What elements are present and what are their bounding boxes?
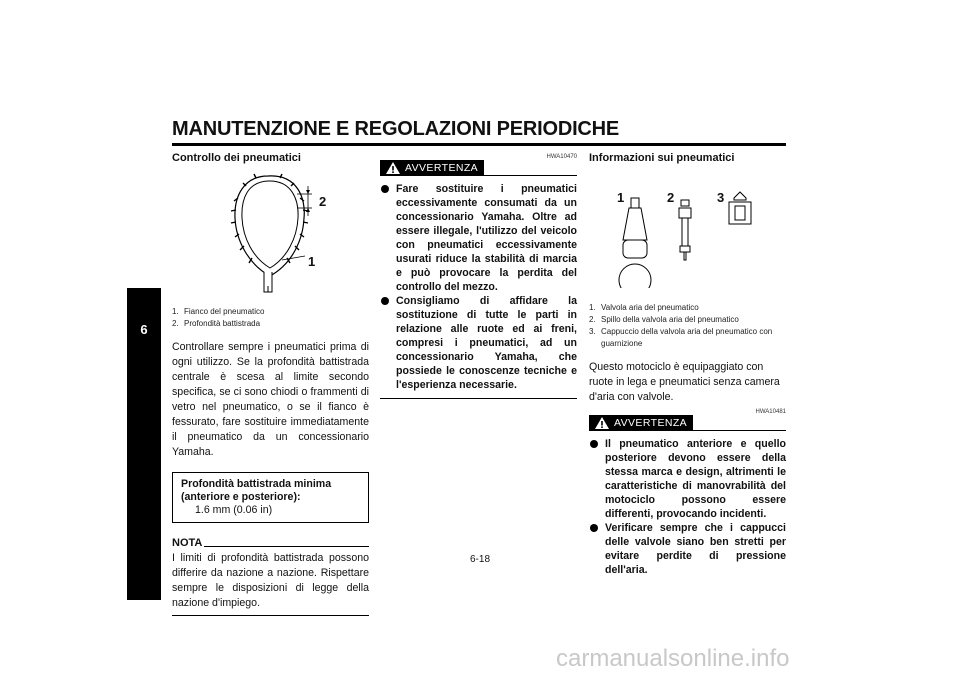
caption-number: 3. [589,327,596,336]
column-tire-check [172,152,369,616]
warning-header [380,154,577,176]
warning-triangle-icon [386,162,400,174]
tire-check-paragraph: Controllare sempre i pneumatici prima di ogni utilizzo. Se la profondità battistrada centrale è scesa al limite secondo specifica, se ci sono chiodi o frammenti di vetro nel pneumatico, o se il fianco è fessurato, fare sostituire immediatamente il pneumatico da un concessionario Yamaha. [172,341,369,458]
warning-code: HWA10481 [755,409,786,415]
caption-number: 1. [589,303,596,312]
list-item [380,294,577,392]
bullet-icon [381,297,389,305]
nota-rule [204,546,369,547]
nota-bottom-rule [172,615,369,616]
caption-number: 1. [172,307,179,316]
warning-header [589,409,786,431]
figure-label-1: 1 [308,254,316,269]
list-item-text: Fare sostituire i pneumatici eccessivamente consumati da un concessionario Yamaha. Oltre ad essere illegale, l'utilizzo del veicolo con pneumatici eccessivamente usurati riduce la stabilità di marcia e può provocare la perdita del controllo del mezzo. [396,183,577,293]
caption-text: Profondità battistrada [184,319,261,328]
warning-rule [693,430,786,431]
tire-illustration [172,168,369,298]
warning-triangle-icon [595,417,609,429]
caption-row [589,326,786,350]
figure-label-1: 1 [617,190,625,205]
section-heading-tire-info: Informazioni sui pneumatici [589,152,735,164]
tread-depth-spec-box [172,472,369,523]
list-item-text: Verificare sempre che i cappucci delle valvole siano ben stretti per evitare perdite di pressione dell'aria. [605,522,786,576]
column-tire-info [589,152,786,577]
list-item [589,521,786,577]
caption-text: Cappuccio della valvola aria del pneumatico con guarnizione [601,327,773,348]
chapter-number: 6 [140,322,148,337]
tire-info-paragraph: Questo motociclo è equipaggiato con ruote in lega e pneumatici senza camera d'aria con valvole. [589,361,780,403]
caption-row [172,306,369,318]
warning-bottom-rule [380,398,577,399]
valve-figure [589,168,786,288]
list-item-text: Consigliamo di affidare la sostituzione di tutte le parti in relazione alle ruote ed ai freni, compresi i pneumatici, ad un concessionario Yamaha, che possiede le conoscenze tecniche e l'esperienza necessarie. [396,295,577,391]
warning-label: AVVERTENZA [614,417,688,429]
figure-captions [589,302,786,350]
nota-header [172,537,369,549]
bullet-icon [590,524,598,532]
warning-label: AVVERTENZA [405,162,479,174]
warning-code: HWA10470 [546,154,577,160]
spec-heading: Profondità battistrada minima (anteriore e posteriore): [181,478,332,503]
section-heading-tire-check: Controllo dei pneumatici [172,152,301,164]
warning-list [589,437,786,577]
spec-value: 1.6 mm (0.06 in) [195,504,273,516]
tire-tread-figure [172,168,369,298]
column-warning [380,152,577,399]
nota-title: NOTA [172,537,203,549]
list-item [380,182,577,294]
list-item [589,437,786,521]
warning-badge [589,415,693,431]
list-item-text: Il pneumatico anteriore e quello posteriore devono essere della stessa marca e design, altrimenti le caratteristiche di manovrabilità del motociclo possono essere differenti, provocando incidenti. [605,438,786,520]
caption-number: 2. [172,319,179,328]
figure-captions [172,306,369,330]
caption-text: Spillo della valvola aria del pneumatico [601,315,739,324]
warning-badge [380,160,484,176]
nota-block [172,537,369,616]
page-number: 6-18 [469,554,490,565]
caption-number: 2. [589,315,596,324]
caption-row [589,302,786,314]
bullet-icon [381,185,389,193]
caption-text: Valvola aria del pneumatico [601,303,699,312]
watermark: carmanualsonline.info [556,645,790,672]
bullet-icon [590,440,598,448]
caption-row [589,314,786,326]
figure-label-2: 2 [667,190,675,205]
page-title: MANUTENZIONE E REGOLAZIONI PERIODICHE [172,118,620,140]
title-rule [172,143,786,146]
warning-rule [484,175,577,176]
valve-illustration [589,168,786,288]
figure-label-2: 2 [319,194,327,209]
caption-text: Fianco del pneumatico [184,307,265,316]
nota-text: I limiti di profondità battistrada possono differire da nazione a nazione. Rispettare sempre le disposizioni di legge della nazione d'impiego. [172,552,369,609]
chapter-tab [127,288,161,600]
caption-row [172,318,369,330]
warning-list [380,182,577,392]
figure-label-3: 3 [717,190,725,205]
